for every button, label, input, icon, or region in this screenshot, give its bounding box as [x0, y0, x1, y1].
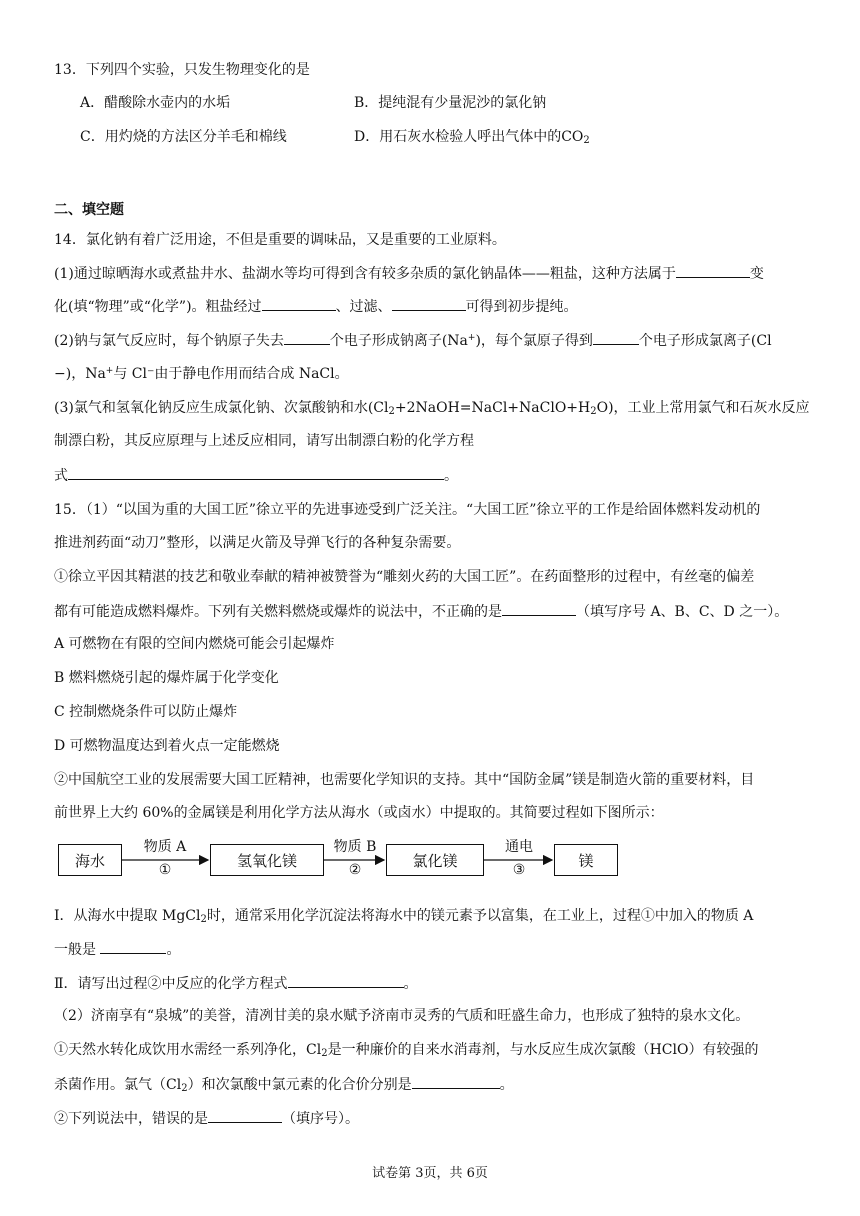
q14-part2-line1: (2)钠与氯气反应时，每个钠原子失去 个电子形成钠离子(Na+)，每个氯原子得到 个电子形成氯离子(Cl	[54, 330, 772, 351]
answer-blank[interactable]	[392, 296, 466, 311]
q15-line3: ①徐立平因其精湛的技艺和敬业奉献的精神被赞誉为“雕刻火药的大国工匠”。在药面整形的过程中，有丝毫的偏差	[54, 569, 755, 585]
q15-line11: ①天然水转化成饮用水需经一系列净化，$Cl_2$是一种廉价的自来水消毒剂，与水反应生成次氯酸（HClO）有较强的	[54, 1042, 759, 1059]
answer-blank[interactable]	[412, 1074, 500, 1089]
q15-line5: ②中国航空工业的发展需要大国工匠精神，也需要化学知识的支持。其中“国防金属”镁是制造火箭的重要材料，目	[54, 772, 755, 788]
q15-line10: （2）济南享有“泉城”的美誉，清冽甘美的泉水赋予济南市灵秀的气质和旺盛生命力，也形成了独特的泉水文化。	[54, 1008, 750, 1024]
flow-arrow3-top-label: 通电	[505, 839, 533, 855]
q14-part1-line1: (1)通过晾晒海水或煮盐井水、盐湖水等均可得到含有较多杂质的氯化钠晶体——粗盐，这种方法属于 变	[54, 263, 764, 284]
q15-option-c: C 控制燃烧条件可以防止爆炸	[54, 704, 238, 720]
q15-line2: 推进剂药面“动刀”整形，以满足火箭及导弹飞行的各种复杂需要。	[54, 535, 461, 551]
q14-stem: 14．氯化钠有着广泛用途，不但是重要的调味品，又是重要的工业原料。	[54, 232, 506, 248]
answer-blank[interactable]	[502, 601, 576, 616]
q14-part1-line2: 化(填“物理”或“化学”)。粗盐经过 、过滤、 可得到初步提纯。	[54, 296, 578, 317]
answer-blank[interactable]	[68, 465, 444, 480]
magnesium-process-diagram	[58, 838, 638, 884]
flow-arrow1-bottom-label: ①	[158, 862, 172, 878]
q15-line7: I．从海水中提取 MgCl$_2$时，通常采用化学沉淀法将海水中的镁元素予以富集，在工业上，过程①中加入的物质 A	[54, 908, 754, 925]
flow-box-mg-hydroxide: 氢氧化镁	[210, 844, 324, 876]
flow-box-magnesium: 镁	[554, 844, 618, 876]
flow-box-seawater: 海水	[58, 844, 122, 876]
q13-option-a: A．醋酸除水壶内的水垢	[80, 95, 231, 111]
q13-option-c: C．用灼烧的方法区分羊毛和棉线	[80, 129, 287, 145]
answer-blank[interactable]	[284, 330, 330, 345]
q15-line4: 都有可能造成燃料爆炸。下列有关燃料燃烧或爆炸的说法中，不正确的是 （填写序号 A、B、C、D 之一）。	[54, 601, 788, 622]
q14-part3-line2: 制漂白粉，其反应原理与上述反应相同，请写出制漂白粉的化学方程	[54, 433, 474, 449]
answer-blank[interactable]	[288, 973, 404, 988]
flow-arrow3-bottom-label: ③	[512, 862, 526, 878]
q14-part2-line2: −)，Na+与 Cl⁻由于静电作用而结合成 NaCl。	[54, 366, 349, 382]
flow-box-mg-chloride: 氯化镁	[386, 844, 484, 876]
answer-blank[interactable]	[262, 296, 336, 311]
section-title: 二、填空题	[54, 202, 124, 218]
q15-line8: 一般是 。	[54, 939, 180, 960]
flow-arrow1-top-label: 物质 A	[143, 839, 187, 855]
q13-option-b: B．提纯混有少量泥沙的氯化钠	[354, 95, 547, 111]
answer-blank[interactable]	[593, 330, 639, 345]
answer-blank[interactable]	[676, 263, 750, 278]
q14-part3-line3: 式 。	[54, 465, 458, 486]
q15-line1: 15．（1）“以国为重的大国工匠”徐立平的先进事迹受到广泛关注。“大国工匠”徐立平的工作是给固体燃料发动机的	[54, 502, 761, 518]
q15-line9: Ⅱ．请写出过程②中反应的化学方程式 。	[54, 973, 418, 994]
q15-line6: 前世界上大约 60%的金属镁是利用化学方法从海水（或卤水）中提取的。其简要过程如下图所示：	[54, 805, 664, 821]
answer-blank[interactable]	[100, 939, 166, 954]
q15-line13: ②下列说法中，错误的是 （填序号）。	[54, 1108, 359, 1129]
q14-part3-line1: (3)氯气和氢氧化钠反应生成氯化钠、次氯酸钠和水$(Cl_2+2NaOH=NaCl+NaClO+H_2O)$，工业上常用氯气和石灰水反应	[54, 400, 810, 417]
q15-line12: 杀菌作用。氯气$(Cl_2)$和次氯酸中氯元素的化合价分别是 。	[54, 1074, 514, 1095]
flow-arrow2-top-label: 物质 B	[333, 839, 377, 855]
answer-blank[interactable]	[208, 1108, 282, 1123]
flow-arrow2-bottom-label: ②	[348, 862, 362, 878]
q15-option-b: B 燃料燃烧引起的爆炸属于化学变化	[54, 670, 279, 686]
q13-option-d: D．用石灰水检验人呼出气体中的$CO_2$	[354, 129, 590, 146]
q13-stem: 13．下列四个实验，只发生物理变化的是	[54, 62, 310, 78]
q15-option-a: A 可燃物在有限的空间内燃烧可能会引起爆炸	[54, 636, 335, 652]
q15-option-d: D 可燃物温度达到着火点一定能燃烧	[54, 738, 280, 754]
page-footer: 试卷第 3页，共 6页	[372, 1166, 488, 1181]
